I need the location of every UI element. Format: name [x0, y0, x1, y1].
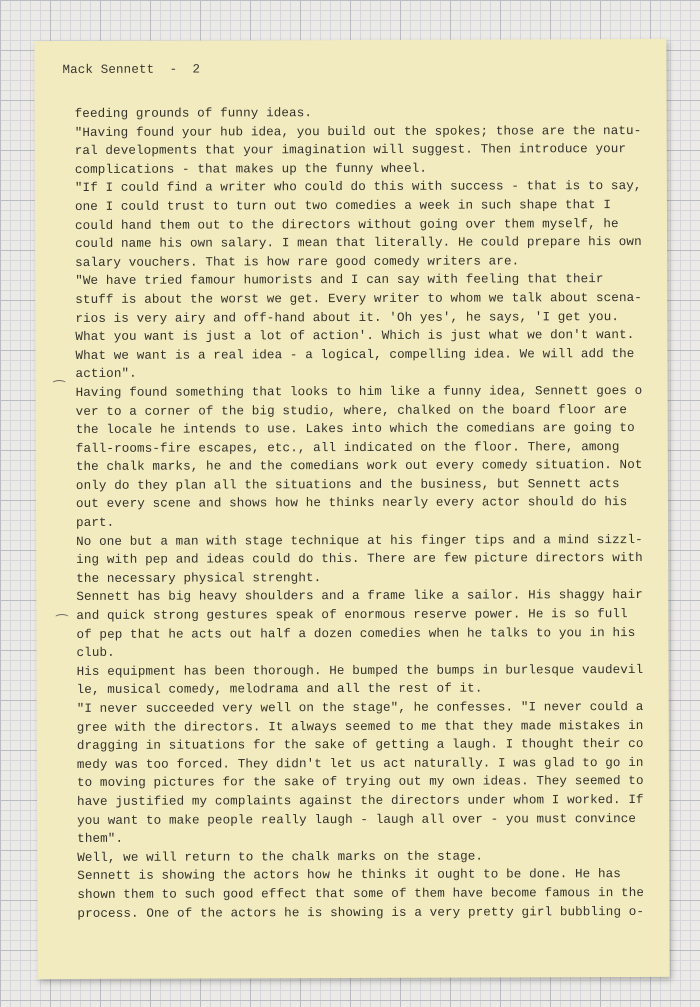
page-header: Mack Sennett - 2 — [62, 62, 201, 78]
text-line: only do they plan all the situations and the business, but Sennett acts — [75, 476, 620, 493]
text-line: to moving pictures for the sake of trying out my own ideas. They seemed to — [76, 774, 644, 791]
text-line: one I could trust to turn out two comedies a week in such shape that I — [74, 198, 611, 214]
typewritten-page — [34, 39, 669, 979]
text-line: "Having found your hub idea, you build out the spokes; those are the natu- — [74, 123, 642, 140]
text-line: What you want is just a lot of action'. Which is just what we don't want. — [75, 328, 635, 345]
text-line: Sennett is showing the actors how he thinks it ought to be done. He has — [77, 867, 621, 884]
text-line: What we want is a real idea - a logical, compelling idea. We will add the — [75, 346, 635, 363]
text-line: Sennett has big heavy shoulders and a frame like a sailor. His shaggy hair — [76, 588, 643, 605]
text-line: gree with the directors. It always seemed to me that they made mistakes in — [76, 718, 644, 735]
text-line: and quick strong gestures speak of enormous reserve power. He is so full — [76, 607, 628, 623]
text-line: fall-rooms-fire escapes, etc., all indicated on the floor. There, among — [75, 439, 620, 456]
text-line: "I never succeeded very well on the stage", he confesses. "I never could a — [76, 699, 644, 716]
text-line: club. — [76, 646, 115, 661]
text-line: could name his own salary. I mean that literally. He could prepare his own — [75, 235, 642, 252]
text-line: Well, we will return to the chalk marks on the stage. — [77, 849, 484, 865]
text-line: ver to a corner of the big studio, where, chalked on the board floor are — [75, 402, 628, 419]
text-line: have justified my complaints against the directors under whom I worked. If — [76, 792, 644, 809]
text-line: them". — [77, 831, 124, 847]
text-line: part. — [76, 515, 115, 531]
text-line: No one but a man with stage technique at his finger tips and a mind sizzl- — [76, 532, 643, 549]
text-line: action". — [75, 367, 137, 382]
binder-clip-mark: ⁀ — [56, 615, 68, 633]
text-line: "We have tried famour humorists and I can say with feeling that their — [75, 272, 604, 289]
text-line: out every scene and shows how he thinks nearly every actor should do his — [75, 495, 628, 512]
text-line: ing with pep and ideas could do this. There are few picture directors with — [76, 551, 643, 568]
text-line: ral developments that your imagination will suggest. Then introduce your — [74, 142, 627, 159]
text-line: feeding grounds of funny ideas. — [74, 106, 313, 121]
text-line: le, musical comedy, melodrama and all the rest of it. — [76, 681, 483, 698]
text-line: process. One of the actors he is showing is a very pretty girl bubbling o- — [77, 904, 645, 921]
text-line: of pep that he acts out half a dozen comedies when he talks to you in his — [76, 625, 636, 642]
text-line: the necessary physical strenght. — [76, 570, 322, 586]
text-line: the locale he intends to use. Lakes into which the comedians are going to — [75, 421, 635, 438]
text-line: the chalk marks, he and the comedians work out every comedy situation. Not — [75, 458, 643, 475]
text-line: salary vouchers. That is how rare good comedy writers are. — [75, 254, 520, 270]
text-line: you want to make people really laugh - laugh all over - you must convince — [77, 811, 637, 828]
text-line: "If I could find a writer who could do this with success - that is to say, — [74, 179, 642, 196]
text-line: shown them to such good effect that some of them have become famous in the — [77, 885, 645, 902]
text-line: dragging in situations for the sake of getting a laugh. I thought their co — [76, 737, 644, 754]
binder-clip-mark: ⁀ — [53, 382, 65, 399]
page-body — [75, 103, 668, 923]
text-line: complications - that makes up the funny wheel. — [74, 161, 428, 177]
text-line: rios is very airy and off-hand about it. 'Oh yes', he says, 'I get you. — [75, 309, 620, 326]
text-line: Having found something that looks to him like a funny idea, Sennett goes o — [75, 383, 643, 400]
text-line: stuff is about the worst we get. Every writer to whom we talk about scena- — [75, 290, 642, 307]
text-line: could hand them out to the directors without going over them myself, he — [74, 216, 619, 233]
text-line: medy was too forced. They didn't let us act naturally. I was glad to go in — [76, 755, 644, 772]
text-line: His equipment has been thorough. He bumped the bumps in burlesque vaudevil — [76, 662, 644, 679]
